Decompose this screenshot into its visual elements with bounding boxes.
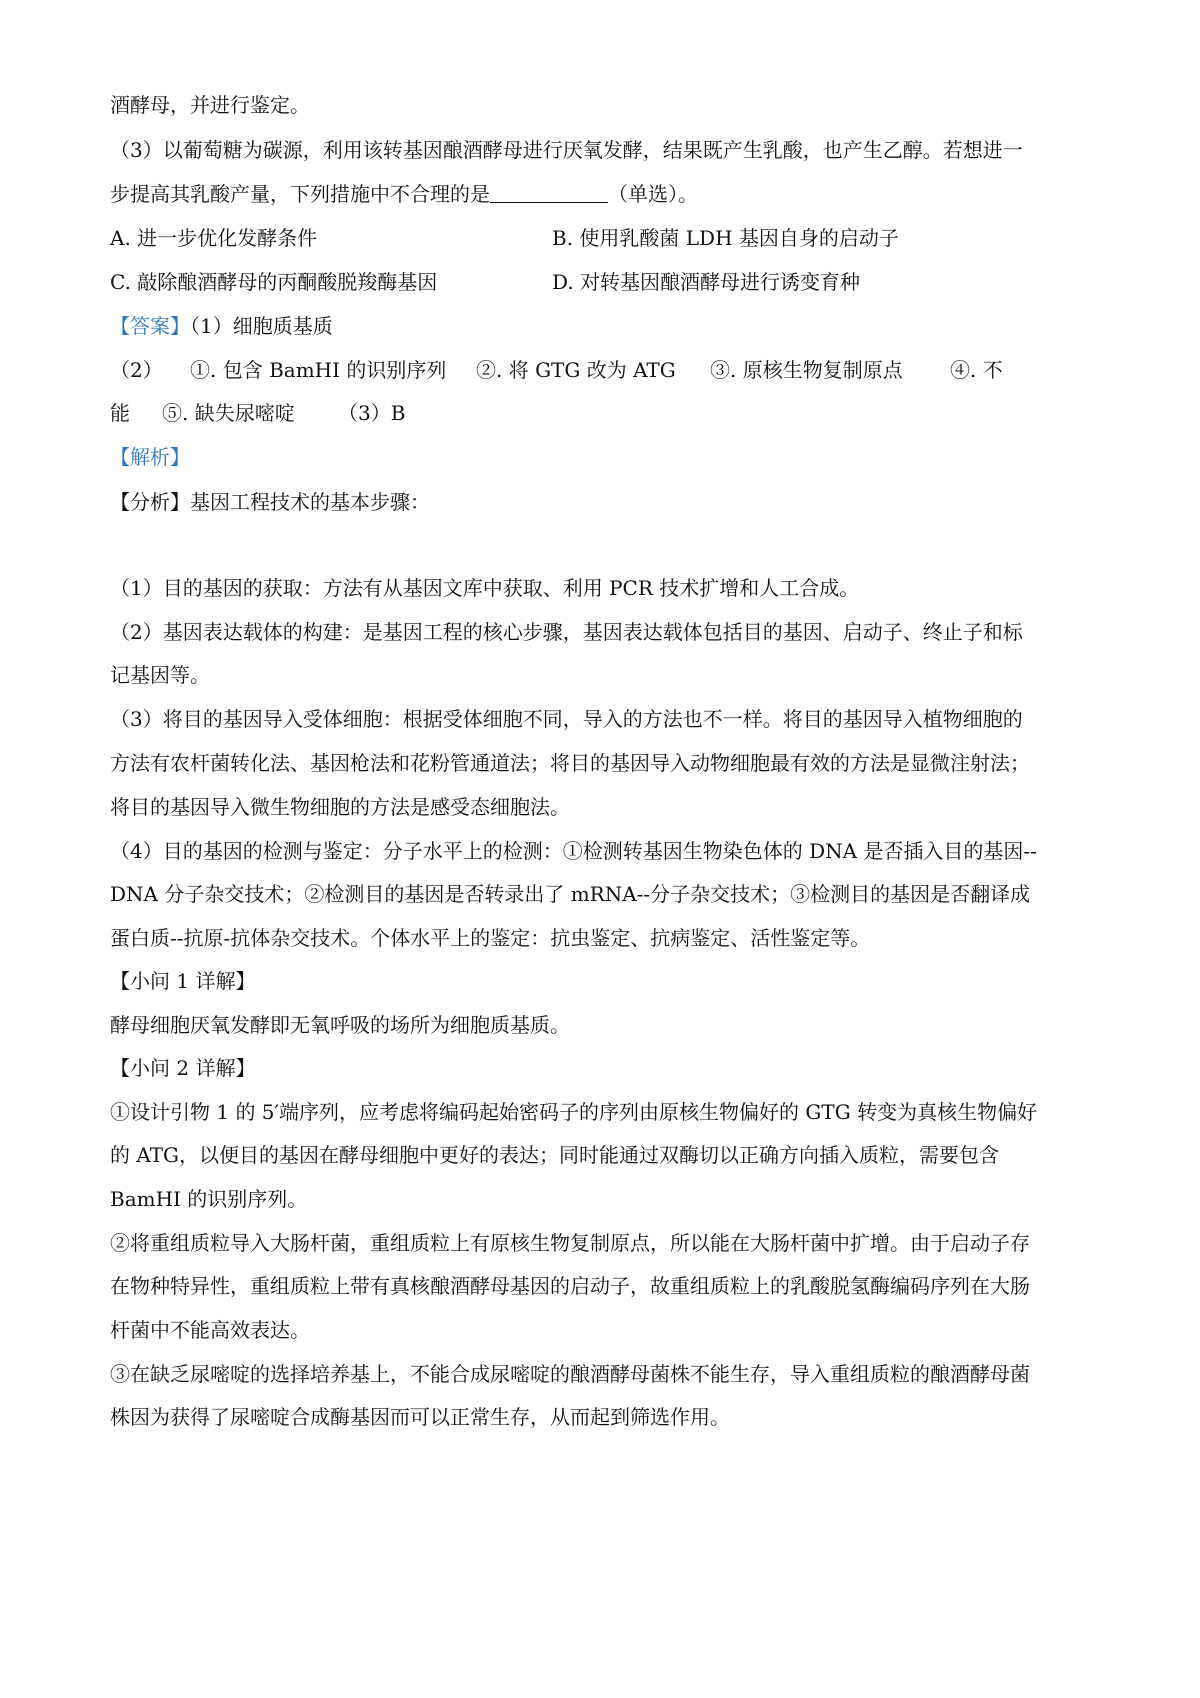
step-2-line-1: （2）基因表达载体的构建：是基因工程的核心步骤，基因表达载体包括目的基因、启动子、终止子和标: [110, 620, 1023, 644]
subquestion-2-line-2: 的 ATG，以便目的基因在酵母细胞中更好的表达；同时能通过双酶切以正确方向插入质粒，需要包含: [110, 1143, 1000, 1167]
subquestion-2-heading: 【小问 2 详解】: [110, 1056, 256, 1080]
subquestion-2-line-8: 株因为获得了尿嘧啶合成酶基因而可以正常生存，从而起到筛选作用。: [110, 1405, 730, 1429]
option-b: B. 使用乳酸菌 LDH 基因自身的启动子: [552, 226, 899, 250]
step-3-line-3: 将目的基因导入微生物细胞的方法是感受态细胞法。: [110, 795, 570, 819]
answer-line: 【答案】（1）细胞质基质: [110, 314, 333, 338]
step-4-line-1: （4）目的基因的检测与鉴定：分子水平上的检测：①检测转基因生物染色体的 DNA 是否插入目的基因--: [110, 839, 1037, 863]
subquestion-2-line-6: 杆菌中不能高效表达。: [110, 1318, 310, 1342]
analysis-intro: 【分析】基因工程技术的基本步骤：: [110, 490, 430, 514]
subquestion-2-line-1: ①设计引物 1 的 5′端序列，应考虑将编码起始密码子的序列由原核生物偏好的 GTG 转变为真核生物偏好: [110, 1100, 1038, 1124]
option-d: D. 对转基因酿酒酵母进行诱变育种: [552, 270, 861, 294]
answer-blank: [490, 182, 608, 203]
line-continuation: 酒酵母，并进行鉴定。: [110, 93, 310, 117]
subquestion-2-line-7: ③在缺乏尿嘧啶的选择培养基上，不能合成尿嘧啶的酿酒酵母菌株不能生存，导入重组质粒的酿酒酵母菌: [110, 1362, 1030, 1386]
step-3-line-1: （3）将目的基因导入受体细胞：根据受体细胞不同，导入的方法也不一样。将目的基因导入植物细胞的: [110, 707, 1023, 731]
question-3-line-1: （3）以葡萄糖为碳源，利用该转基因酿酒酵母进行厌氧发酵，结果既产生乳酸，也产生乙醇。若想进一: [110, 138, 1023, 162]
analysis-heading: 【解析】: [110, 445, 190, 469]
document-page: 酒酵母，并进行鉴定。 （3）以葡萄糖为碳源，利用该转基因酿酒酵母进行厌氧发酵，结果既产生乳酸，也产生乙醇。若想进一 步提高其乳酸产量，下列措施中不合理的是 （单选）。 A. 进一步优化发酵条件 B. 使用乳酸菌 LDH 基因自身的启动子 C. 敲除酿酒酵母的丙酮酸脱羧酶基因 D. 对转基因酿酒酵母进行诱变育种 【答案】（1）细胞质基质 （2） ①. 包含 BamHI 的识别序列 ②. 将 GTG 改为 ATG ③. 原核生物复制原点 ④. 不 能 ⑤. 缺失尿嘧啶 （3）B 【解析】 【分析】基因工程技术的基本步骤： （1）目的基因的获取：方法有从基因文库中获取、利用 PCR 技术扩增和人工合成。 （2）基因表达载体的构建：是基因工程的核心步骤，基因表达载体包括目的基因、启动子、终止子和标 记基因等。 （3）将目的基因导入受体细胞：根据受体细胞不同，导入的方法也不一样。将目的基因导入植物细胞的 方法有农杆菌转化法、基因枪法和花粉管通道法；将目的基因导入动物细胞最有效的方法是显微注射法； 将目的基因导入微生物细胞的方法是感受态细胞法。 （4）目的基因的检测与鉴定：分子水平上的检测：①检测转基因生物染色体的 DNA 是否插入目的基因-- DNA 分子杂交技术；②检测目的基因是否转录出了 mRNA--分子杂交技术；③检测目的基因是否翻译成 蛋白质--抗原-抗体杂交技术。个体水平上的鉴定：抗虫鉴定、抗病鉴定、活性鉴定等。 【小问 1 详解】 酵母细胞厌氧发酵即无氧呼吸的场所为细胞质基质。 【小问 2 详解】 ①设计引物 1 的 5′端序列，应考虑将编码起始密码子的序列由原核生物偏好的 GTG 转变为真核生物偏好 的 ATG，以便目的基因在酵母细胞中更好的表达；同时能通过双酶切以正确方向插入质粒，需要包含 BamHI 的识别序列。 ②将重组质粒导入大肠杆菌，重组质粒上有原核生物复制原点，所以能在大肠杆菌中扩增。由于启动子存 在物种特异性，重组质粒上带有真核酿酒酵母基因的启动子，故重组质粒上的乳酸脱氢酶编码序列在大肠 杆菌中不能高效表达。 ③在缺乏尿嘧啶的选择培养基上，不能合成尿嘧啶的酿酒酵母菌株不能生存，导入重组质粒的酿酒酵母菌 株因为获得了尿嘧啶合成酶基因而可以正常生存，从而起到筛选作用。: [0, 0, 1200, 1698]
step-3-line-2: 方法有农杆菌转化法、基因枪法和花粉管通道法；将目的基因导入动物细胞最有效的方法是显微注射法；: [110, 751, 1030, 775]
step-4-line-2: DNA 分子杂交技术；②检测目的基因是否转录出了 mRNA--分子杂交技术；③检测目的基因是否翻译成: [110, 882, 1031, 906]
option-a: A. 进一步优化发酵条件: [110, 226, 318, 250]
subquestion-2-line-5: 在物种特异性，重组质粒上带有真核酿酒酵母基因的启动子，故重组质粒上的乳酸脱氢酶编码序列在大肠: [110, 1274, 1030, 1298]
question-3-line-2: 步提高其乳酸产量，下列措施中不合理的是 （单选）。: [110, 182, 698, 206]
option-c: C. 敲除酿酒酵母的丙酮酸脱羧酶基因: [110, 270, 438, 294]
step-1: （1）目的基因的获取：方法有从基因文库中获取、利用 PCR 技术扩增和人工合成。: [110, 576, 860, 600]
answer-label: 【答案】: [110, 314, 190, 338]
subquestion-2-line-3: BamHI 的识别序列。: [110, 1187, 308, 1211]
subquestion-2-line-4: ②将重组质粒导入大肠杆菌，重组质粒上有原核生物复制原点，所以能在大肠杆菌中扩增。由于启动子存: [110, 1231, 1030, 1255]
step-4-line-3: 蛋白质--抗原-抗体杂交技术。个体水平上的鉴定：抗虫鉴定、抗病鉴定、活性鉴定等。: [110, 926, 871, 950]
subquestion-1-text: 酵母细胞厌氧发酵即无氧呼吸的场所为细胞质基质。: [110, 1013, 570, 1037]
subquestion-1-heading: 【小问 1 详解】: [110, 969, 256, 993]
step-2-line-2: 记基因等。: [110, 663, 210, 687]
